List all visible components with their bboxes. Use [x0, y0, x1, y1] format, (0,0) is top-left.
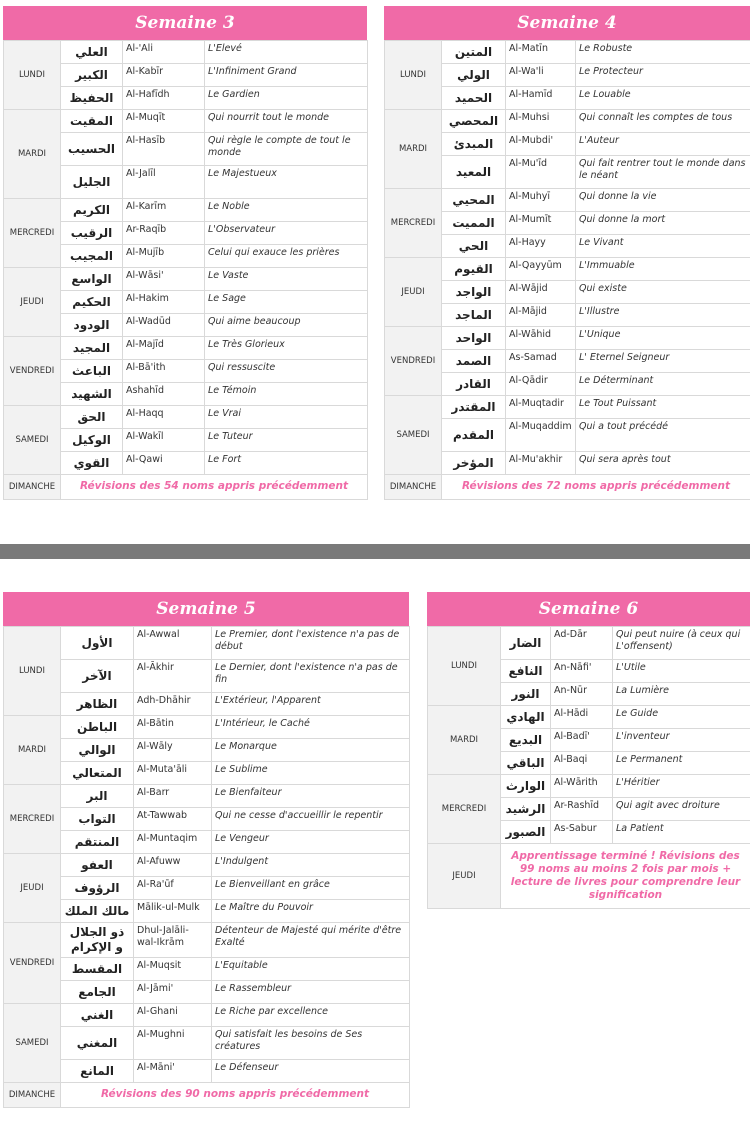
table-row	[4, 1004, 410, 1027]
arabic-name: النور	[501, 683, 551, 706]
french-meaning: L'Indulgent	[212, 854, 410, 877]
transliteration: Al-Jāmi'	[134, 981, 212, 1004]
french-meaning: Qui agit avec droiture	[613, 798, 750, 821]
french-meaning: Qui ressuscite	[205, 360, 368, 383]
transliteration: Mālik-ul-Mulk	[134, 900, 212, 923]
transliteration: Al-Matīn	[506, 41, 576, 64]
french-meaning: L'Equitable	[212, 958, 410, 981]
french-meaning: Qui sera après tout	[576, 452, 750, 475]
table-row	[4, 831, 410, 854]
french-meaning: Le Tuteur	[205, 429, 368, 452]
arabic-name: المنتقم	[61, 831, 134, 854]
french-meaning: L'Unique	[576, 327, 750, 350]
french-meaning: L'Immuable	[576, 258, 750, 281]
transliteration: Al-Qādir	[506, 373, 576, 396]
transliteration: Al-Mājid	[506, 304, 576, 327]
french-meaning: L'Observateur	[205, 222, 368, 245]
transliteration: An-Nūr	[551, 683, 613, 706]
arabic-name: الأول	[61, 627, 134, 660]
table-row	[4, 981, 410, 1004]
table-row	[4, 1027, 410, 1060]
day-label-mardi: MARDI	[428, 706, 501, 775]
transliteration: Al-Qayyūm	[506, 258, 576, 281]
transliteration: Al-Hamīd	[506, 87, 576, 110]
table-row	[4, 762, 410, 785]
arabic-name: الشهيد	[61, 383, 123, 406]
transliteration: Al-Bā'ith	[123, 360, 205, 383]
table-row	[385, 327, 750, 350]
french-meaning: L'inventeur	[613, 729, 750, 752]
day-label-mercredi: MERCREDI	[428, 775, 501, 844]
table-row	[4, 716, 410, 739]
transliteration: Al-Kabīr	[123, 64, 205, 87]
table-row	[4, 923, 410, 958]
transliteration: Dhul-Jalāli-wal-Ikrām	[134, 923, 212, 958]
week-5-table	[3, 592, 409, 1108]
arabic-name: الرؤوف	[61, 877, 134, 900]
french-meaning: L'Extérieur, l'Apparent	[212, 693, 410, 716]
arabic-name: المعيد	[442, 156, 506, 189]
french-meaning: L'Intérieur, le Caché	[212, 716, 410, 739]
french-meaning: Le Rassembleur	[212, 981, 410, 1004]
summary-row	[428, 844, 750, 909]
arabic-name: الحق	[61, 406, 123, 429]
transliteration: Al-Muqtadir	[506, 396, 576, 419]
table-row	[385, 258, 750, 281]
transliteration: Adh-Dhāhir	[134, 693, 212, 716]
transliteration: Al-Wakīl	[123, 429, 205, 452]
week-6-table	[427, 592, 750, 909]
day-label-vendredi: VENDREDI	[385, 327, 442, 396]
arabic-name: المانع	[61, 1060, 134, 1083]
arabic-name: الحفيظ	[61, 87, 123, 110]
arabic-name: الواجد	[442, 281, 506, 304]
week-title: Semaine 4	[384, 6, 750, 40]
transliteration: Al-Māni'	[134, 1060, 212, 1083]
transliteration: Al-Qawi	[123, 452, 205, 475]
transliteration: Al-Hasīb	[123, 133, 205, 166]
arabic-name: الباطن	[61, 716, 134, 739]
revision-note: Apprentissage terminé ! Révisions des 99 noms au moins 2 fois par mois + lecture de livres pour comprendre leur signification	[501, 844, 750, 909]
table-row	[4, 693, 410, 716]
transliteration: Al-Bātin	[134, 716, 212, 739]
week-grid	[3, 626, 410, 1108]
transliteration: Al-Wāhid	[506, 327, 576, 350]
arabic-name: الحميد	[442, 87, 506, 110]
week-grid	[427, 626, 750, 909]
french-meaning: Le Vrai	[205, 406, 368, 429]
day-label-dimanche: DIMANCHE	[4, 1083, 61, 1108]
transliteration: Al-Karīm	[123, 199, 205, 222]
table-row	[4, 660, 410, 693]
french-meaning: Qui ne cesse d'accueillir le repentir	[212, 808, 410, 831]
table-row	[4, 1060, 410, 1083]
day-label-lundi: LUNDI	[385, 41, 442, 110]
week-grid	[3, 40, 368, 500]
table-row	[4, 808, 410, 831]
week-title: Semaine 5	[3, 592, 409, 626]
table-row	[4, 627, 410, 660]
arabic-name: مالك الملك	[61, 900, 134, 923]
french-meaning: L'Infiniment Grand	[205, 64, 368, 87]
transliteration: Al-Afuww	[134, 854, 212, 877]
arabic-name: المغني	[61, 1027, 134, 1060]
french-meaning: Le Dernier, dont l'existence n'a pas de fin	[212, 660, 410, 693]
transliteration: Al-Ghani	[134, 1004, 212, 1027]
transliteration: Al-Mu'īd	[506, 156, 576, 189]
french-meaning: L'Illustre	[576, 304, 750, 327]
arabic-name: المميت	[442, 212, 506, 235]
transliteration: Al-Muta'āli	[134, 762, 212, 785]
arabic-name: الباقي	[501, 752, 551, 775]
arabic-name: العفو	[61, 854, 134, 877]
transliteration: Al-Haqq	[123, 406, 205, 429]
arabic-name: الوكيل	[61, 429, 123, 452]
day-label-mardi: MARDI	[4, 716, 61, 785]
french-meaning: Le Défenseur	[212, 1060, 410, 1083]
transliteration: Al-Muqīt	[123, 110, 205, 133]
day-label-dimanche: DIMANCHE	[4, 475, 61, 500]
transliteration: Ar-Raqīb	[123, 222, 205, 245]
arabic-name: الصمد	[442, 350, 506, 373]
french-meaning: Le Guide	[613, 706, 750, 729]
table-row	[4, 958, 410, 981]
transliteration: Al-Mujīb	[123, 245, 205, 268]
transliteration: Al-Badī'	[551, 729, 613, 752]
day-label-mardi: MARDI	[385, 110, 442, 189]
arabic-name: المتعالي	[61, 762, 134, 785]
arabic-name: الهادي	[501, 706, 551, 729]
section-separator	[0, 544, 750, 559]
arabic-name: المقسط	[61, 958, 134, 981]
transliteration: Al-Mubdi'	[506, 133, 576, 156]
french-meaning: L'Utile	[613, 660, 750, 683]
arabic-name: الرشيد	[501, 798, 551, 821]
table-row	[385, 189, 750, 212]
revision-note: Révisions des 54 noms appris précédemment	[61, 475, 368, 500]
arabic-name: الحي	[442, 235, 506, 258]
table-row	[4, 739, 410, 762]
transliteration: Al-Wāsi'	[123, 268, 205, 291]
french-meaning: Le Permanent	[613, 752, 750, 775]
arabic-name: الظاهر	[61, 693, 134, 716]
transliteration: Al-Wājid	[506, 281, 576, 304]
arabic-name: الغني	[61, 1004, 134, 1027]
french-meaning: Détenteur de Majesté qui mérite d'être Exalté	[212, 923, 410, 958]
french-meaning: Le Tout Puissant	[576, 396, 750, 419]
transliteration: As-Sabur	[551, 821, 613, 844]
day-label-jeudi: JEUDI	[4, 854, 61, 923]
arabic-name: الكريم	[61, 199, 123, 222]
french-meaning: Le Gardien	[205, 87, 368, 110]
week-3-table	[3, 6, 367, 500]
table-row	[4, 337, 368, 360]
arabic-name: البديع	[501, 729, 551, 752]
transliteration: Al-Mu'akhir	[506, 452, 576, 475]
transliteration: An-Nāfi'	[551, 660, 613, 683]
french-meaning: Le Monarque	[212, 739, 410, 762]
french-meaning: Le Majestueux	[205, 166, 368, 199]
day-label-mercredi: MERCREDI	[385, 189, 442, 258]
french-meaning: L'Elevé	[205, 41, 368, 64]
french-meaning: L'Héritier	[613, 775, 750, 798]
table-row	[385, 396, 750, 419]
revision-note: Révisions des 90 noms appris précédemment	[61, 1083, 410, 1108]
day-label-dimanche: DIMANCHE	[385, 475, 442, 500]
day-label-lundi: LUNDI	[428, 627, 501, 706]
arabic-name: الوالي	[61, 739, 134, 762]
arabic-name: القادر	[442, 373, 506, 396]
arabic-name: ذو الجلال و الإكرام	[61, 923, 134, 958]
day-label-jeudi: JEUDI	[4, 268, 61, 337]
table-row	[4, 785, 410, 808]
french-meaning: Qui nourrit tout le monde	[205, 110, 368, 133]
table-row	[428, 706, 750, 729]
day-label-lundi: LUNDI	[4, 41, 61, 110]
french-meaning: Qui fait rentrer tout le monde dans le néant	[576, 156, 750, 189]
transliteration: Al-Wa'li	[506, 64, 576, 87]
arabic-name: الواسع	[61, 268, 123, 291]
transliteration: Al-Hayy	[506, 235, 576, 258]
french-meaning: Qui satisfait les besoins de Ses créatures	[212, 1027, 410, 1060]
transliteration: Al-Mumīt	[506, 212, 576, 235]
french-meaning: Le Protecteur	[576, 64, 750, 87]
french-meaning: Le Vaste	[205, 268, 368, 291]
day-label-mercredi: MERCREDI	[4, 785, 61, 854]
arabic-name: الكبير	[61, 64, 123, 87]
arabic-name: النافع	[501, 660, 551, 683]
arabic-name: المقدم	[442, 419, 506, 452]
revision-note: Révisions des 72 noms appris précédemment	[442, 475, 750, 500]
transliteration: Al-'Ali	[123, 41, 205, 64]
arabic-name: الآخر	[61, 660, 134, 693]
transliteration: Al-Wadūd	[123, 314, 205, 337]
french-meaning: Le Bienveillant en grâce	[212, 877, 410, 900]
french-meaning: Qui connaît les comptes de tous	[576, 110, 750, 133]
arabic-name: المؤخر	[442, 452, 506, 475]
arabic-name: المجيد	[61, 337, 123, 360]
arabic-name: الحسيب	[61, 133, 123, 166]
transliteration: Al-Jalīl	[123, 166, 205, 199]
transliteration: Al-Muhyī	[506, 189, 576, 212]
transliteration: Ashahīd	[123, 383, 205, 406]
week-grid	[384, 40, 750, 500]
french-meaning: Le Louable	[576, 87, 750, 110]
day-label-lundi: LUNDI	[4, 627, 61, 716]
transliteration: Ar-Rashīd	[551, 798, 613, 821]
transliteration: Al-Ra'ūf	[134, 877, 212, 900]
arabic-name: المبدئ	[442, 133, 506, 156]
french-meaning: Qui donne la vie	[576, 189, 750, 212]
week-4-table	[384, 6, 750, 500]
table-row	[4, 110, 368, 133]
arabic-name: العلي	[61, 41, 123, 64]
transliteration: Al-Wārith	[551, 775, 613, 798]
french-meaning: Qui donne la mort	[576, 212, 750, 235]
day-label-samedi: SAMEDI	[4, 406, 61, 475]
arabic-name: التواب	[61, 808, 134, 831]
french-meaning: La Lumière	[613, 683, 750, 706]
week-title: Semaine 3	[3, 6, 367, 40]
french-meaning: Qui aime beaucoup	[205, 314, 368, 337]
transliteration: Al-Muhsi	[506, 110, 576, 133]
french-meaning: Le Fort	[205, 452, 368, 475]
transliteration: Al-Muqaddim	[506, 419, 576, 452]
transliteration: Al-Majīd	[123, 337, 205, 360]
arabic-name: القوي	[61, 452, 123, 475]
transliteration: Al-Barr	[134, 785, 212, 808]
table-row	[4, 877, 410, 900]
french-meaning: Qui peut nuire (à ceux qui L'offensent)	[613, 627, 750, 660]
arabic-name: البر	[61, 785, 134, 808]
transliteration: Al-Muntaqim	[134, 831, 212, 854]
day-label-vendredi: VENDREDI	[4, 923, 61, 1004]
french-meaning: Le Vivant	[576, 235, 750, 258]
french-meaning: Le Noble	[205, 199, 368, 222]
arabic-name: الواحد	[442, 327, 506, 350]
french-meaning: L' Eternel Seigneur	[576, 350, 750, 373]
french-meaning: Le Robuste	[576, 41, 750, 64]
french-meaning: La Patient	[613, 821, 750, 844]
arabic-name: الباعث	[61, 360, 123, 383]
transliteration: Al-Wāly	[134, 739, 212, 762]
french-meaning: Qui règle le compte de tout le monde	[205, 133, 368, 166]
arabic-name: الجليل	[61, 166, 123, 199]
transliteration: Ad-Dār	[551, 627, 613, 660]
transliteration: Al-Mughni	[134, 1027, 212, 1060]
french-meaning: Celui qui exauce les prières	[205, 245, 368, 268]
day-label-jeudi: JEUDI	[428, 844, 501, 909]
summary-row	[4, 1083, 410, 1108]
arabic-name: الرقيب	[61, 222, 123, 245]
arabic-name: الجامع	[61, 981, 134, 1004]
day-label-samedi: SAMEDI	[4, 1004, 61, 1083]
arabic-name: الماجد	[442, 304, 506, 327]
table-row	[428, 627, 750, 660]
french-meaning: Le Déterminant	[576, 373, 750, 396]
french-meaning: L'Auteur	[576, 133, 750, 156]
french-meaning: Le Sublime	[212, 762, 410, 785]
transliteration: Al-Hafīdh	[123, 87, 205, 110]
arabic-name: الودود	[61, 314, 123, 337]
table-row	[4, 406, 368, 429]
arabic-name: الصبور	[501, 821, 551, 844]
french-meaning: Le Sage	[205, 291, 368, 314]
table-row	[385, 41, 750, 64]
table-row	[385, 110, 750, 133]
arabic-name: الحكيم	[61, 291, 123, 314]
arabic-name: المحصي	[442, 110, 506, 133]
table-row	[4, 41, 368, 64]
transliteration: As-Samad	[506, 350, 576, 373]
day-label-vendredi: VENDREDI	[4, 337, 61, 406]
french-meaning: Le Riche par excellence	[212, 1004, 410, 1027]
table-row	[4, 199, 368, 222]
french-meaning: Le Bienfaiteur	[212, 785, 410, 808]
day-label-mercredi: MERCREDI	[4, 199, 61, 268]
transliteration: At-Tawwab	[134, 808, 212, 831]
arabic-name: المقتدر	[442, 396, 506, 419]
transliteration: Al-Hādi	[551, 706, 613, 729]
summary-row	[385, 475, 750, 500]
summary-row	[4, 475, 368, 500]
transliteration: Al-Baqi	[551, 752, 613, 775]
table-row	[428, 775, 750, 798]
arabic-name: الضار	[501, 627, 551, 660]
french-meaning: Le Premier, dont l'existence n'a pas de début	[212, 627, 410, 660]
arabic-name: المتين	[442, 41, 506, 64]
french-meaning: Le Vengeur	[212, 831, 410, 854]
day-label-jeudi: JEUDI	[385, 258, 442, 327]
day-label-samedi: SAMEDI	[385, 396, 442, 475]
arabic-name: القيوم	[442, 258, 506, 281]
arabic-name: المجيب	[61, 245, 123, 268]
table-row	[4, 268, 368, 291]
arabic-name: الوارث	[501, 775, 551, 798]
transliteration: Al-Ākhir	[134, 660, 212, 693]
french-meaning: Qui a tout précédé	[576, 419, 750, 452]
transliteration: Al-Awwal	[134, 627, 212, 660]
week-title: Semaine 6	[427, 592, 750, 626]
french-meaning: Le Maître du Pouvoir	[212, 900, 410, 923]
table-row	[4, 900, 410, 923]
transliteration: Al-Hakim	[123, 291, 205, 314]
transliteration: Al-Muqsit	[134, 958, 212, 981]
arabic-name: المقيت	[61, 110, 123, 133]
arabic-name: المحيي	[442, 189, 506, 212]
day-label-mardi: MARDI	[4, 110, 61, 199]
french-meaning: Qui existe	[576, 281, 750, 304]
arabic-name: الولي	[442, 64, 506, 87]
french-meaning: Le Témoin	[205, 383, 368, 406]
french-meaning: Le Très Glorieux	[205, 337, 368, 360]
table-row	[4, 854, 410, 877]
